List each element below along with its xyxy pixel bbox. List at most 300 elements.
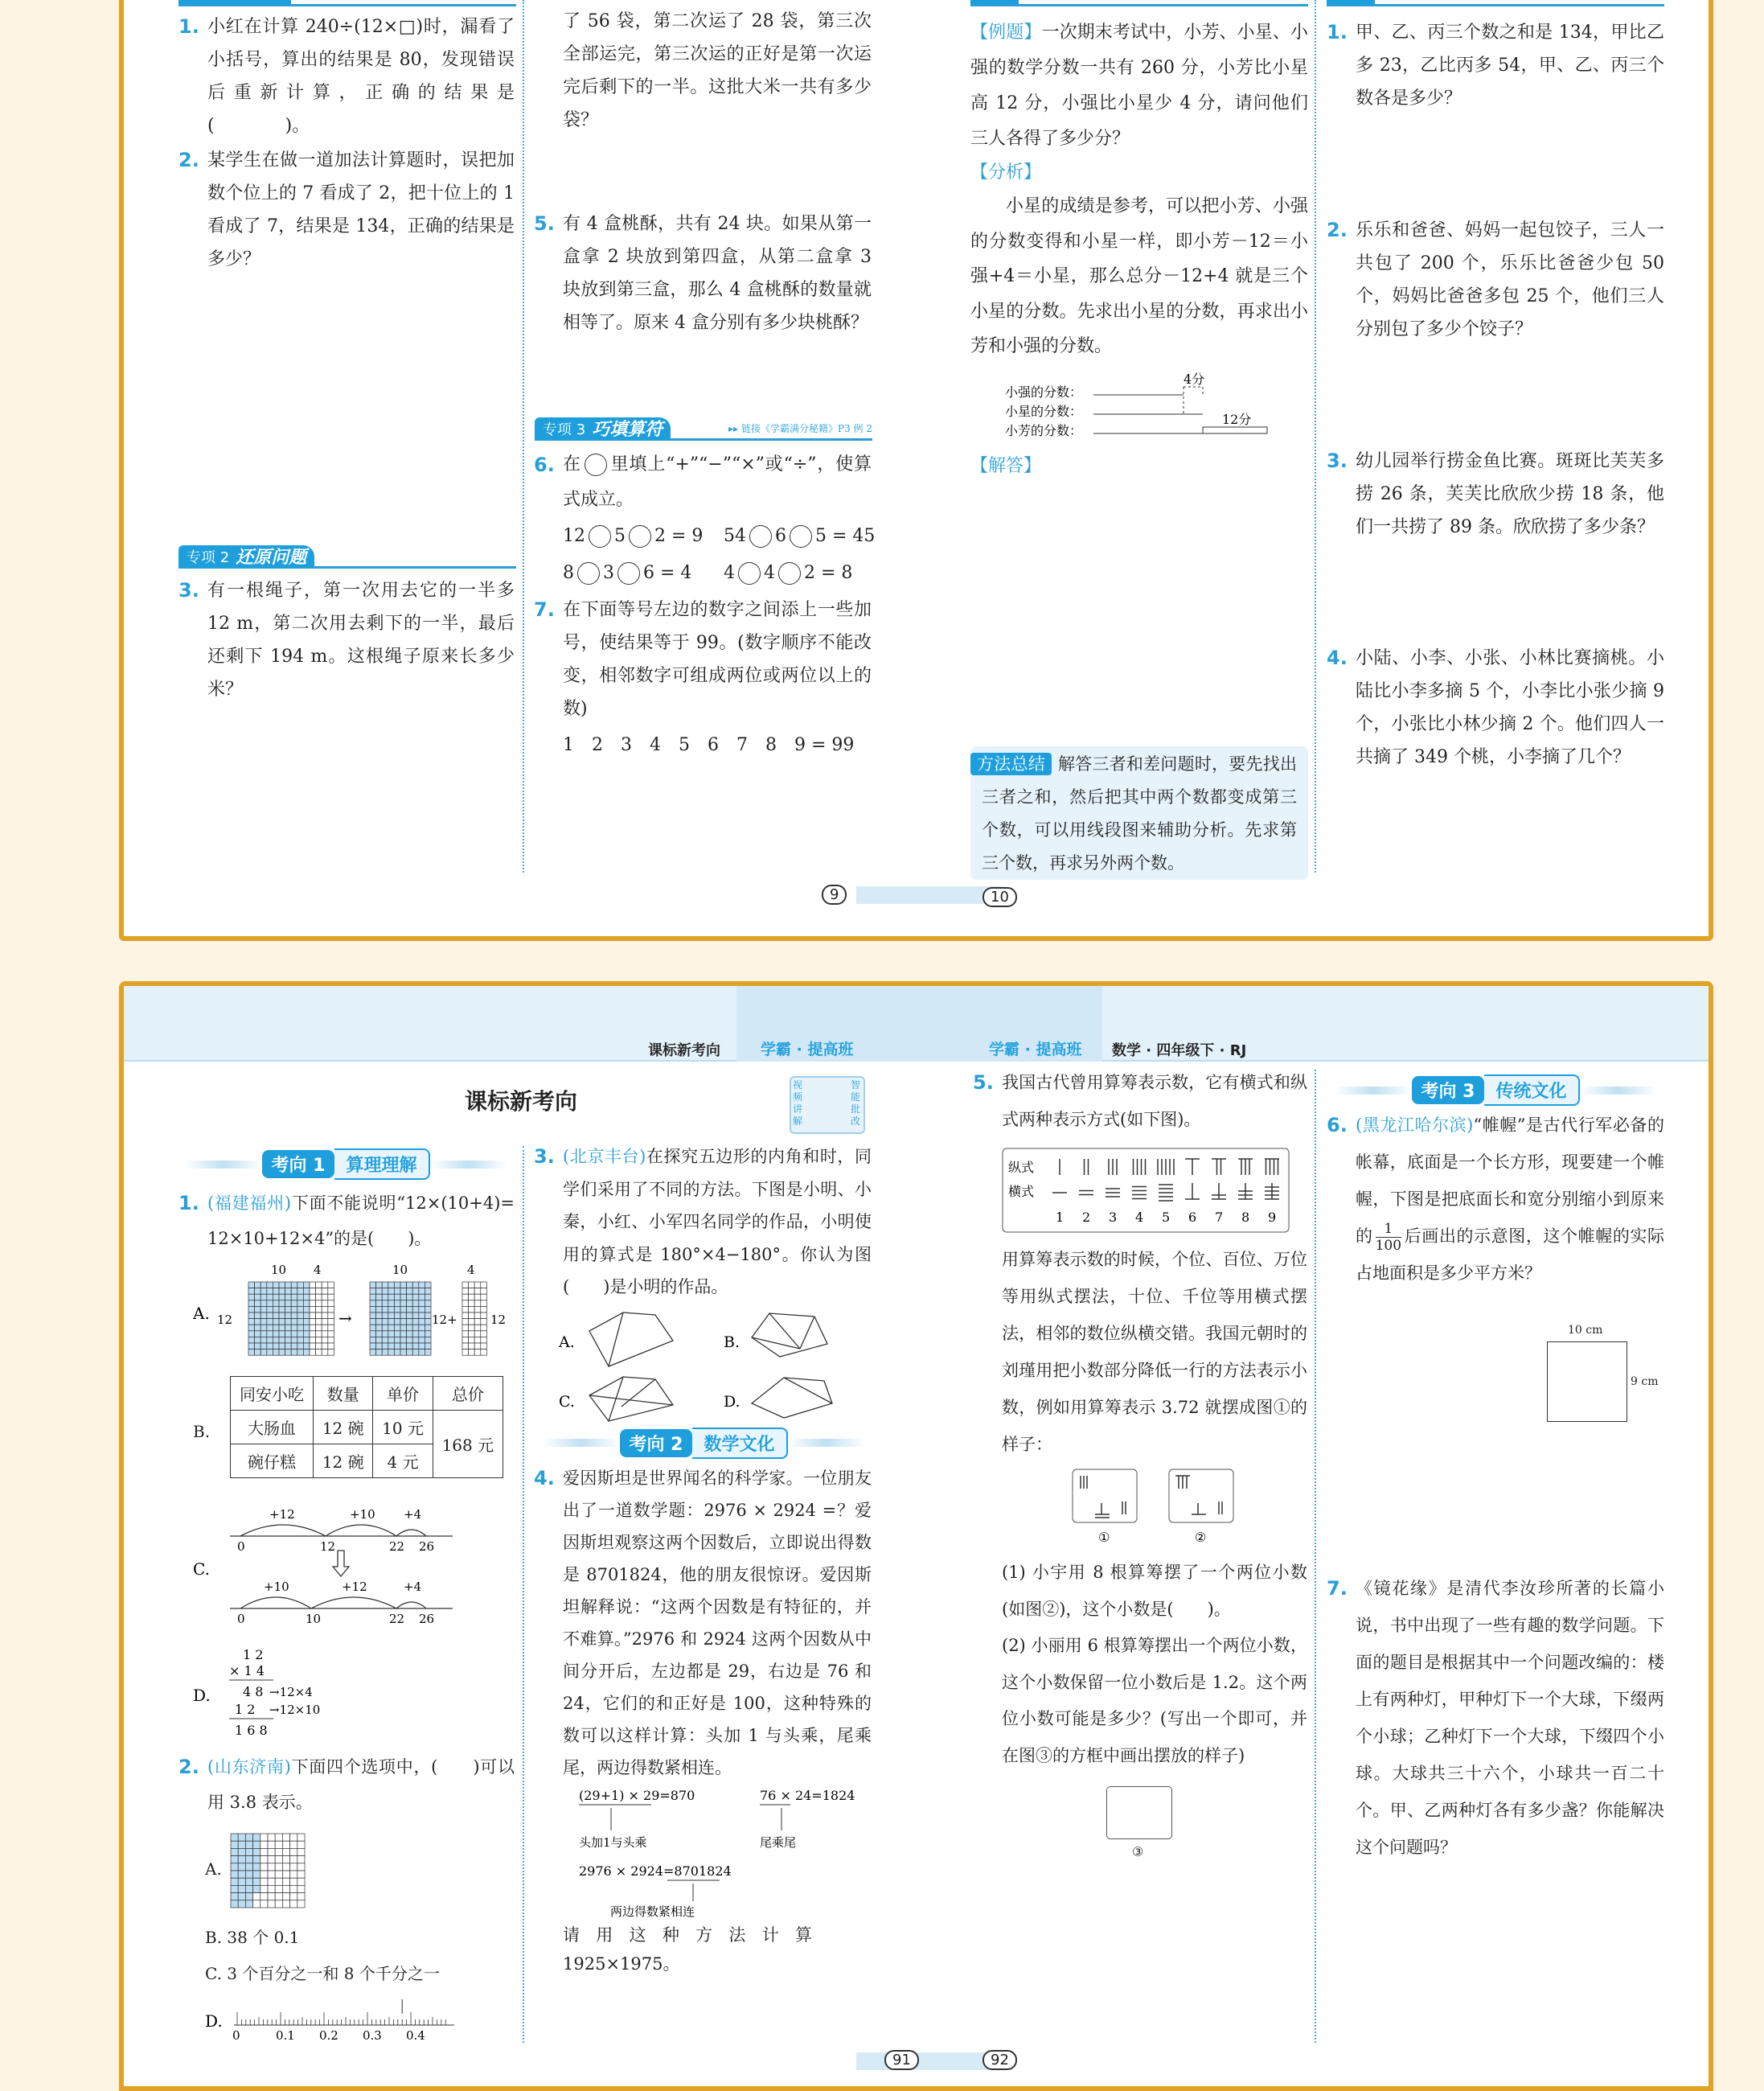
fraction-denominator: 100: [1375, 1238, 1402, 1254]
option-label: A.: [559, 1333, 575, 1351]
grid-cell: [322, 1343, 328, 1349]
grid-cell: [425, 1319, 431, 1325]
grid-cell: [245, 1900, 252, 1908]
equation-term: 5: [614, 526, 626, 546]
grid-cell: [425, 1325, 431, 1331]
grid-cell: [238, 1848, 245, 1855]
grid-cell: [238, 1863, 245, 1871]
subject-label: 数学 · 四年级下 · RJ: [1112, 1042, 1247, 1059]
grid-cell: [400, 1306, 407, 1313]
table-header: 单价: [373, 1377, 433, 1411]
blank-circle[interactable]: [585, 454, 607, 476]
grid-cell: [412, 1282, 419, 1288]
grid-cell: [282, 1834, 289, 1841]
grid-cell: [316, 1313, 322, 1319]
grid-cell: [328, 1306, 334, 1313]
calc-row: 1 2: [235, 1702, 256, 1717]
page-number: 9: [822, 885, 847, 905]
grid-cell: [275, 1834, 282, 1841]
blank-circle[interactable]: [749, 525, 772, 548]
grid-cell: [255, 1343, 261, 1349]
grid-cell: [328, 1331, 334, 1337]
grid-cell: [310, 1331, 316, 1337]
grid-cell: [322, 1306, 328, 1313]
grid-cell: [400, 1288, 407, 1295]
grid-cell: [260, 1343, 267, 1349]
grid-cell: [273, 1306, 279, 1313]
grid-cell: [279, 1319, 285, 1325]
tick-label: 0: [237, 1539, 245, 1554]
option-d-ruler: [205, 1993, 478, 2041]
grid-cell: [394, 1349, 400, 1356]
grid-cell: [376, 1282, 383, 1288]
grid-cell: [248, 1300, 255, 1307]
diagram-label: 12分: [1222, 411, 1252, 427]
example-text: 一次期末考试中，小芳、小星、小强的数学分数一共有 260 分，小芳比小星高 12 分，小强比小星少 4 分，请问他们三人各得了多少分？: [970, 23, 1308, 149]
practice-1: [1327, 16, 1664, 115]
blank-circle[interactable]: [629, 525, 651, 548]
question-source: (黑龙江哈尔滨): [1356, 1115, 1474, 1135]
grid-cell: [260, 1337, 267, 1343]
grid-cell: [394, 1306, 400, 1313]
grid-cell: [273, 1294, 279, 1300]
grid-cell: [376, 1319, 383, 1325]
calc-row: 1 2: [243, 1647, 264, 1662]
grid-cell: [279, 1331, 285, 1337]
grid-cell: [425, 1313, 431, 1319]
grid-cell: [260, 1834, 268, 1841]
grid-cell: [469, 1325, 475, 1331]
grid-cell: [370, 1313, 376, 1319]
grid-cell: [238, 1871, 245, 1878]
grid-cell: [255, 1349, 261, 1356]
table-header: 同安小吃: [231, 1377, 314, 1411]
grid-cell: [388, 1325, 395, 1331]
ruler-label: 0.4: [406, 2028, 425, 2041]
grid-cell: [279, 1349, 285, 1356]
question-text: 幼儿园举行捞金鱼比赛。斑斑比芙芙多捞 26 条，芙芙比欣欣少捞 18 条，他们一共捞了 89 条。欣欣捞了多少条？: [1356, 451, 1664, 537]
rod-digit-label: 8: [1241, 1210, 1250, 1225]
grid-cell: [297, 1319, 304, 1325]
bottom-column-3: [973, 1064, 1307, 1859]
tick-label: 26: [419, 1539, 435, 1554]
grid-cell: [310, 1343, 316, 1349]
question-text: 下面不能说明“12×(10+4)= 12×10+12×4”的是( )。: [207, 1193, 515, 1248]
grid-cell: [279, 1300, 285, 1307]
grid-cell: [474, 1306, 481, 1313]
grid-cell: [297, 1288, 304, 1295]
question-text: 爱因斯坦是世界闻名的科学家。一位朋友出了一道数学题：2976 × 2924 =？爱因斯坦观察这两个因数后，立即说出得数是 8701824，他的朋友很惊讶。爱因斯坦解释说：“这两个因数是有特征的，并不难算。”2976 和 2924 这两个因数从中间分开后，左边都是 29，右边是 76 和 24，它们的和正好是 100，这种特殊的数可以这样计算：头加 1 与头乘，尾乘尾，两边得数紧相连。: [563, 1468, 872, 1777]
grid-cell: [260, 1282, 267, 1288]
question-number: 2.: [178, 149, 199, 171]
grid-cell: [394, 1282, 400, 1288]
grid-cell: [260, 1325, 267, 1331]
grid-cell: [297, 1331, 304, 1337]
grid-cell: [248, 1319, 255, 1325]
grid-cell: [238, 1856, 245, 1863]
grid-cell: [267, 1294, 273, 1300]
question-text: 下面四个选项中，( )可以用 3.8 表示。: [207, 1757, 515, 1812]
equation: [563, 518, 724, 555]
blank-circle[interactable]: [790, 525, 812, 548]
grid-cell: [273, 1313, 279, 1319]
grid-cell: [268, 1863, 275, 1871]
grid-label: 4: [314, 1263, 322, 1277]
grid-cell: [267, 1343, 273, 1349]
grid-cell: [260, 1349, 267, 1356]
question-number: 1.: [1327, 21, 1348, 43]
grid-cell: [474, 1337, 481, 1343]
grid-cell: [291, 1319, 297, 1325]
grid-cell: [231, 1900, 238, 1908]
tick-label: 0: [237, 1612, 245, 1626]
grid-cell: [462, 1300, 469, 1307]
formula-note: 两边得数紧相连: [610, 1904, 695, 1919]
grid-cell: [310, 1288, 316, 1295]
formula: 76 × 24=1824: [760, 1787, 855, 1803]
question-text: 后画出的示意图，这个帷幄的实际占地面积是多少平方米？: [1356, 1226, 1665, 1283]
brand-label: 学霸 · 提高班: [761, 1041, 854, 1058]
rods-row-label: 横式: [1008, 1184, 1035, 1199]
rod-figures: [1069, 1468, 1246, 1548]
blank-circle[interactable]: [617, 562, 640, 585]
question-number: 4.: [534, 1466, 555, 1489]
option-a-grid-diagram: [193, 1263, 515, 1363]
grid-cell: [248, 1313, 255, 1319]
option-label: D.: [205, 2011, 223, 2031]
page-title: 课标新考向: [465, 1088, 578, 1115]
tick-label: 26: [419, 1612, 435, 1626]
grid-cell: [285, 1349, 292, 1356]
grid-label: 12: [490, 1313, 507, 1327]
grid-cell: [400, 1313, 407, 1319]
grid-cell: [275, 1871, 282, 1878]
grid-cell: [469, 1331, 475, 1337]
kaoxiang-tag: 考向 3: [1412, 1076, 1485, 1104]
page-number: 91: [884, 2050, 919, 2070]
grid-cell: [255, 1319, 261, 1325]
question-4: [534, 1462, 872, 1784]
blank-circle[interactable]: [589, 525, 611, 548]
question-3: [534, 1140, 872, 1304]
grid-cell: [316, 1306, 322, 1313]
option-label: A.: [205, 1859, 222, 1879]
rect-width-label: 10 cm: [1568, 1324, 1603, 1337]
grid-cell: [462, 1288, 469, 1295]
qr-right-label: 智能批改: [851, 1079, 861, 1127]
grid-cell: [388, 1288, 395, 1295]
grid-cell: [412, 1313, 419, 1319]
arrow-icon: →: [338, 1308, 352, 1328]
blank-circle[interactable]: [577, 562, 600, 585]
grid-cell: [462, 1349, 469, 1356]
grid-cell: [322, 1337, 328, 1343]
einstein-method-diagram: [575, 1785, 872, 1921]
grid-cell: [322, 1313, 328, 1319]
grid-cell: [474, 1288, 481, 1295]
rod-digit-label: 5: [1162, 1210, 1171, 1225]
grid-cell: [474, 1325, 481, 1331]
diagram-label: 4分: [1184, 371, 1205, 387]
grid-cell: [291, 1288, 297, 1295]
grid-cell: [376, 1343, 383, 1349]
grid-cell: [481, 1306, 487, 1313]
grid-cell: [394, 1300, 400, 1307]
grid-cell: [275, 1893, 282, 1900]
grid-cell: [253, 1878, 260, 1885]
grid-cell: [425, 1331, 431, 1337]
grid-cell: [419, 1325, 425, 1331]
grid-cell: [285, 1313, 292, 1319]
grid-cell: [462, 1313, 469, 1319]
question-text: 我国古代曾用算筹表示数，它有横式和纵式两种表示方式(如下图)。: [1002, 1073, 1307, 1129]
grid-cell: [328, 1288, 334, 1295]
grid-cell: [290, 1878, 297, 1885]
kaoxiang-2-banner: [543, 1428, 864, 1459]
grid-cell: [255, 1300, 261, 1307]
grid-cell: [245, 1871, 252, 1878]
question-5: [973, 1064, 1307, 1138]
grid-cell: [388, 1282, 395, 1288]
grid-cell: [275, 1848, 282, 1855]
grid-cell: [273, 1337, 279, 1343]
figure-label: ③: [1132, 1843, 1144, 1859]
question-source: (福建福州): [207, 1193, 292, 1213]
grid-cell: [279, 1337, 285, 1343]
grid-cell: [382, 1325, 388, 1331]
grid-cell: [322, 1282, 328, 1288]
grid-cell: [322, 1319, 328, 1325]
grid-cell: [310, 1282, 316, 1288]
grid-cell: [268, 1871, 275, 1878]
grid-cell: [316, 1331, 322, 1337]
grid-cell: [231, 1893, 238, 1900]
calc-note: →12×4: [269, 1685, 313, 1699]
grid-cell: [376, 1313, 383, 1319]
top-column-1: [178, 10, 515, 706]
grid-cell: [481, 1288, 487, 1295]
grid-cell: [394, 1319, 400, 1325]
grid-cell: [412, 1349, 419, 1356]
question-text: 小陆、小李、小张、小林比赛摘桃。小陆比小李多摘 5 个，小李比小张少摘 9 个，小张比小林少摘 2 个。他们四人一共摘了 349 个桃，小李摘了几个？: [1356, 648, 1664, 767]
table-cell: 168 元: [433, 1411, 503, 1478]
section-banner-2: [178, 546, 516, 569]
grid-cell: [253, 1856, 260, 1863]
grid-cell: [260, 1331, 267, 1337]
equation: [724, 518, 876, 555]
grid-cell: [425, 1282, 431, 1288]
grid-cell: [238, 1834, 245, 1841]
grid-cell: [303, 1337, 310, 1343]
grid-cell: [419, 1349, 425, 1356]
grid-cell: [469, 1306, 475, 1313]
option-label: A.: [193, 1304, 210, 1323]
grid-cell: [290, 1841, 297, 1848]
grid-cell: [231, 1848, 238, 1855]
equation-list: [563, 518, 876, 592]
tick-label: 10: [306, 1612, 322, 1626]
grid-cell: [238, 1841, 245, 1848]
grid-cell: [248, 1282, 255, 1288]
section-banner-3: [535, 418, 872, 441]
grid-cell: [248, 1306, 255, 1313]
blank-circle[interactable]: [738, 562, 761, 585]
grid-cell: [474, 1349, 481, 1356]
grid-cell: [481, 1294, 487, 1300]
blank-circle[interactable]: [778, 562, 801, 585]
grid-cell: [297, 1900, 305, 1908]
grid-cell: [279, 1343, 285, 1349]
grid-cell: [388, 1294, 395, 1300]
grid: [248, 1282, 334, 1355]
grid-cell: [394, 1337, 400, 1343]
grid-cell: [419, 1288, 425, 1295]
grid-cell: [248, 1288, 255, 1295]
qr-code-box[interactable]: [790, 1076, 865, 1134]
grid-cell: [260, 1313, 267, 1319]
grid-cell: [282, 1871, 289, 1878]
jump-label: +10: [264, 1580, 289, 1594]
grid-cell: [303, 1294, 310, 1300]
question-number: 3.: [178, 579, 199, 602]
formula: 2976 × 2924=8701824: [579, 1863, 732, 1879]
section-tag: [535, 417, 671, 440]
grid-cell: [248, 1294, 255, 1300]
grid-cell: [388, 1313, 395, 1319]
grid-cell: [297, 1306, 304, 1313]
equation-term: 4: [764, 563, 775, 583]
grid-cell: [310, 1319, 316, 1325]
grid-cell: [469, 1343, 475, 1349]
figure-label: ①: [1098, 1530, 1110, 1545]
grid-cell: [316, 1343, 322, 1349]
grid-cell: [382, 1294, 388, 1300]
grid-cell: [303, 1331, 310, 1337]
grid-cell: [260, 1856, 268, 1863]
grid-cell: [370, 1319, 376, 1325]
grid-cell: [382, 1343, 388, 1349]
grid-cell: [419, 1306, 425, 1313]
grid-cell: [474, 1343, 481, 1349]
counting-rods-table: [1002, 1148, 1291, 1234]
grid-cell: [474, 1294, 481, 1300]
grid-cell: [245, 1893, 252, 1900]
grid-cell: [245, 1885, 252, 1892]
page-number: 92: [983, 2050, 1017, 2070]
digit-sequence: 1 2 3 4 5 6 7 8 9 = 99: [563, 735, 855, 755]
grid-cell: [419, 1343, 425, 1349]
equation: [563, 555, 724, 592]
grid-cell: [400, 1337, 407, 1343]
grid-cell: [328, 1343, 334, 1349]
rod-digit-label: 4: [1135, 1210, 1144, 1225]
grid-cell: [260, 1294, 267, 1300]
grid-cell: [407, 1300, 413, 1307]
answer-box-3[interactable]: [1106, 1786, 1172, 1839]
question-number: 2.: [1327, 219, 1348, 241]
question-5: [534, 207, 872, 339]
option-label: D.: [724, 1392, 740, 1411]
grid-cell: [382, 1282, 388, 1288]
grid-cell: [238, 1893, 245, 1900]
formula-note: 尾乘尾: [760, 1834, 797, 1850]
question-number: 1.: [178, 1192, 199, 1214]
grid-cell: [245, 1848, 252, 1855]
grid-label: 12+: [432, 1313, 457, 1327]
equation-term: 4: [724, 563, 735, 583]
grid-cell: [425, 1300, 431, 1307]
grid-cell: [290, 1885, 297, 1892]
grid-cell: [474, 1300, 481, 1307]
grid-cell: [267, 1325, 273, 1331]
pentagon-b: [752, 1313, 827, 1357]
grid-cell: [297, 1294, 304, 1300]
question-text: 在下面等号左边的数字之间添上一些加号，使结果等于 99。(数字顺序不能改变，相邻数字可组成两位或两位以上的数): [563, 600, 872, 719]
grid-cell: [285, 1306, 292, 1313]
bottom-column-2: [534, 1140, 872, 1978]
pentagon-d: [752, 1378, 832, 1418]
grid-cell: [394, 1288, 400, 1295]
grid-cell: [267, 1306, 273, 1313]
grid: [231, 1834, 305, 1908]
grid-cell: [297, 1300, 304, 1307]
grid-label: 4: [467, 1263, 475, 1277]
grid-cell: [382, 1331, 388, 1337]
grid-cell: [279, 1288, 285, 1295]
grid-cell: [297, 1893, 305, 1900]
grid-cell: [412, 1325, 419, 1331]
grid-cell: [303, 1306, 310, 1313]
question-number: 6.: [534, 454, 555, 476]
grid-cell: [469, 1300, 475, 1307]
grid-cell: [407, 1288, 413, 1295]
option-a-hundred-grid: [230, 1833, 306, 1910]
grid-cell: [282, 1863, 289, 1871]
grid-cell: [412, 1337, 419, 1343]
option-c-number-lines: [193, 1502, 515, 1635]
grid-cell: [388, 1343, 395, 1349]
grid-cell: [282, 1841, 289, 1848]
reference-link[interactable]: ▸▸ 链接《学霸满分秘籍》P3 例 2: [728, 423, 872, 434]
grid-cell: [297, 1313, 304, 1319]
grid-cell: [291, 1282, 297, 1288]
figure-label: ②: [1195, 1530, 1207, 1545]
grid-cell: [419, 1294, 425, 1300]
grid-cell: [481, 1337, 487, 1343]
grid-cell: [260, 1319, 267, 1325]
brand-label: 学霸 · 提高班: [989, 1041, 1082, 1058]
practice-4: [1327, 642, 1664, 774]
calc-note: →12×10: [269, 1703, 321, 1717]
example-tag: 【例题】: [970, 23, 1042, 43]
question-1: [178, 1185, 515, 1256]
grid-cell: [260, 1871, 268, 1878]
grid-cell: [260, 1841, 268, 1848]
grid-cell: [310, 1349, 316, 1356]
question-text: 在: [563, 454, 581, 474]
grid-cell: [407, 1294, 413, 1300]
grid-cell: [462, 1306, 469, 1313]
question-number: 7.: [1327, 1577, 1348, 1600]
header-bar-cut: [178, 0, 516, 6]
analysis-tag: 【分析】: [970, 162, 1042, 183]
grid-cell: [481, 1300, 487, 1307]
grid-cell: [394, 1294, 400, 1300]
grid-cell: [400, 1319, 407, 1325]
equation-term: 2 = 9: [654, 526, 704, 546]
grid-cell: [400, 1349, 407, 1356]
page-ribbon: [856, 2052, 1001, 2070]
